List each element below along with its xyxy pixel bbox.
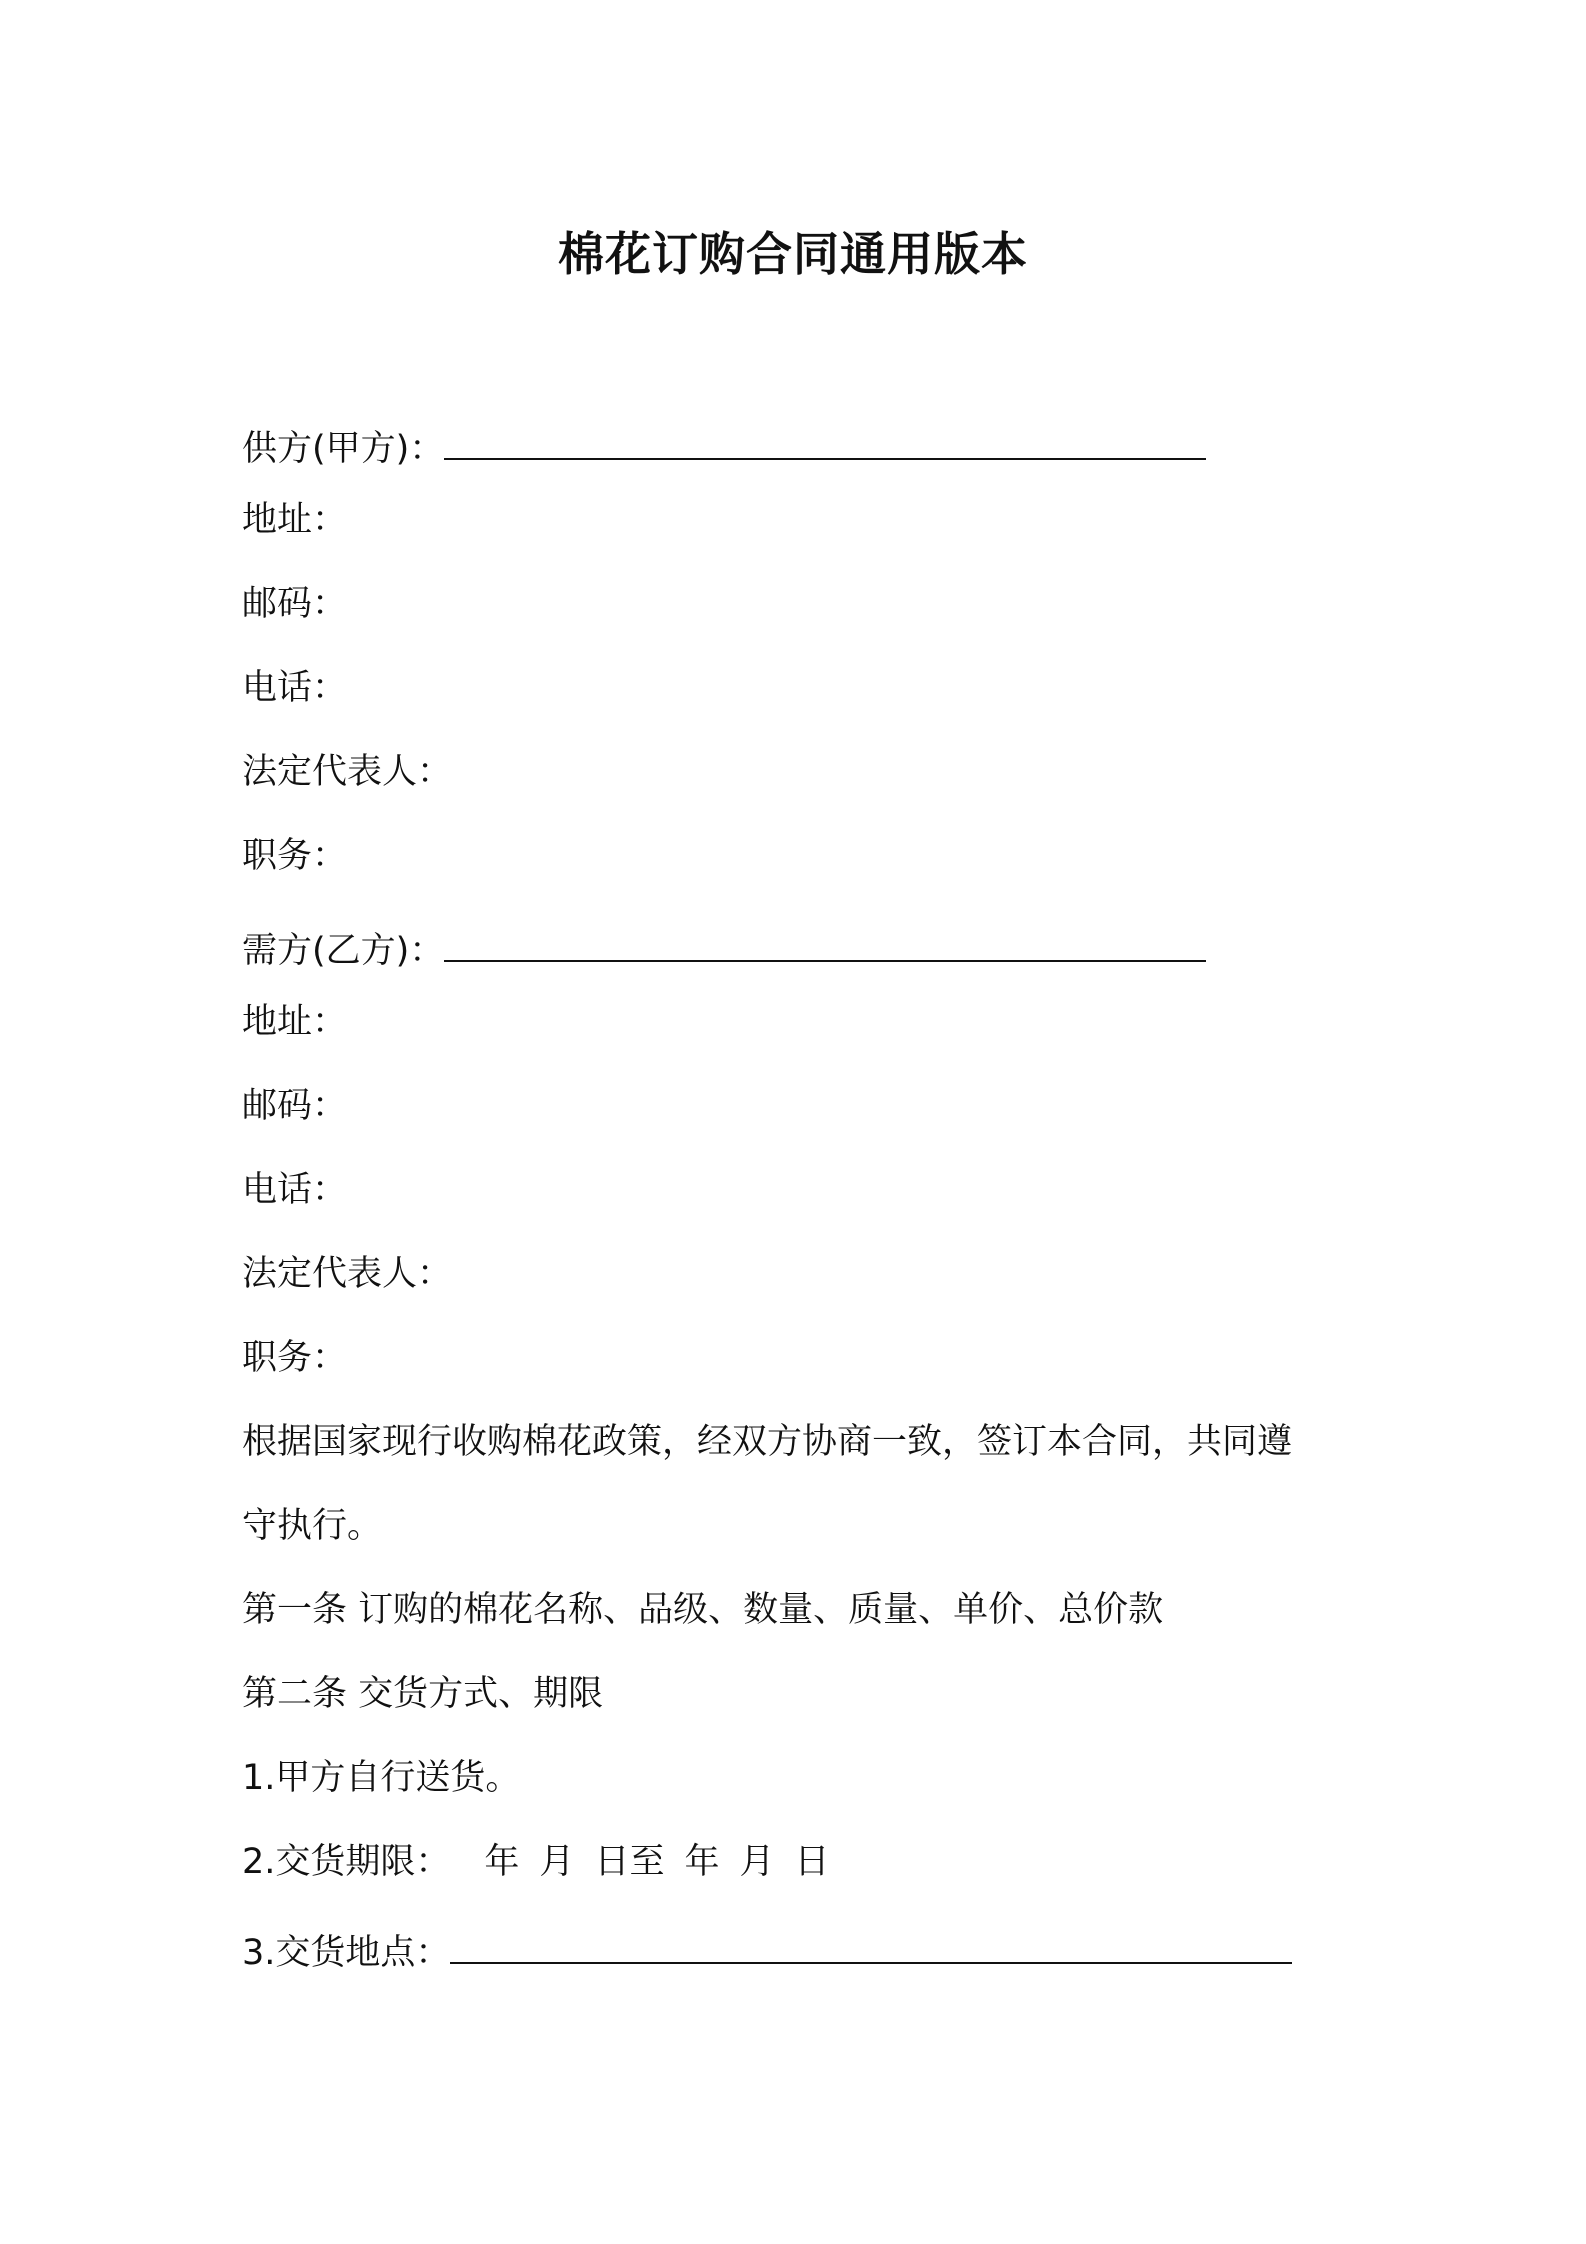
buyer-legal-rep: 法定代表人： (242, 1254, 453, 1294)
buyer-postcode: 邮码： (242, 1086, 348, 1126)
item-2-label: 2.交货期限： (242, 1842, 451, 1882)
supplier-name-blank[interactable] (444, 422, 1206, 460)
document-title: 棉花订购合同通用版本 (558, 227, 1028, 281)
day-2: 日 (794, 1842, 830, 1882)
delivery-location-blank[interactable] (450, 1926, 1292, 1964)
year-1: 年 (484, 1842, 520, 1882)
supplier-line (242, 422, 1206, 471)
buyer-line (242, 924, 1206, 973)
preamble-line-2: 守执行。 (242, 1506, 383, 1546)
supplier-phone: 电话： (242, 668, 348, 708)
item-2 (242, 1840, 830, 1884)
year-2: 年 (684, 1842, 720, 1882)
supplier-label: 供方(甲方)： (242, 429, 445, 469)
item-1: 1.甲方自行送货。 (242, 1758, 521, 1798)
supplier-position: 职务： (242, 836, 348, 876)
article-2: 第二条 交货方式、期限 (242, 1674, 604, 1714)
day-to: 日至 (594, 1842, 665, 1882)
supplier-address: 地址： (242, 500, 348, 540)
month-2: 月 (739, 1842, 775, 1882)
buyer-position: 职务： (242, 1338, 348, 1378)
buyer-name-blank[interactable] (444, 924, 1206, 962)
buyer-address: 地址： (242, 1002, 348, 1042)
buyer-label: 需方(乙方)： (242, 931, 445, 971)
preamble-line-1: 根据国家现行收购棉花政策，经双方协商一致，签订本合同，共同遵 (242, 1422, 1293, 1462)
supplier-legal-rep: 法定代表人： (242, 752, 453, 792)
item-3-label: 3.交货地点： (242, 1933, 451, 1973)
item-3 (242, 1926, 1292, 1975)
article-1: 第一条 订购的棉花名称、品级、数量、质量、单价、总价款 (242, 1590, 1164, 1630)
buyer-phone: 电话： (242, 1170, 348, 1210)
supplier-postcode: 邮码： (242, 584, 348, 624)
month-1: 月 (539, 1842, 575, 1882)
